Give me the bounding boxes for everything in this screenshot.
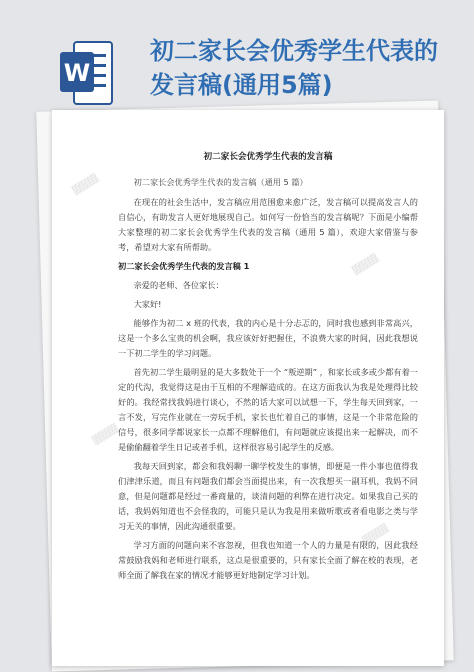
document-subtitle: 初二家长会优秀学生代表的发言稿（通用 5 篇） <box>133 177 308 187</box>
watermark: ▒▒▒▒ <box>91 423 121 447</box>
greeting: 亲爱的老师、各位家长： <box>133 280 224 290</box>
watermark: ▒▒▒▒ <box>351 253 381 277</box>
document-body <box>118 150 418 587</box>
body-paragraph: 学习方面的问题向来不容忽视，但我也知道一个人的力量是有限的，因此我经常鼓励我妈和老师进行联系，这点是很重要的，只有家长全面了解在校的表现，老师全面了解我在家的情况才能够更好地制定学习计划。 <box>118 540 418 580</box>
section-heading: 初二家长会优秀学生代表的发言稿 1 <box>118 261 250 271</box>
watermark: ▒▒▒▒ <box>361 523 391 547</box>
body-paragraph: 首先初二学生最明显的是大多数处于一个 “叛逆期” ，和家长或多或少都有着一定的代沟，我觉得这是由于互相的不理解造成的。在这方面我认为我是处理得比较好的。我经常找我妈进行谈心，不然的话大家可以试想一下，学生每天回到家，一言不发，写完作业就在一旁玩手机，家长也忙着自己的事情，这是一个非常危险的信号，很多同学都说家长一点都不理解他们，有问题就应该提出来一起解决，而不是偷偷翻着学生日记或者手机，这样很容易引起学生的反感。 <box>118 367 418 452</box>
page-title: 初二家长会优秀学生代表的发言稿(通用5篇) <box>150 37 438 99</box>
hello-line: 大家好! <box>133 299 162 309</box>
body-paragraph: 我每天回到家，都会和我妈聊一聊学校发生的事情，即便是一件小事也值得我们津津乐道，而且有问题我们都会当面提出来，有一次我想买一副耳机，我妈不同意，但是问题都是经过一番商量的，谈清问题的利弊在进行决定。如果我自己买的话，我妈妈知道也不会怪我的，可能只是认为我是用来做听歌或者看电影之类与学习无关的事情，因此沟通很重要。 <box>118 461 418 531</box>
watermark: ▒▒▒▒ <box>71 173 101 197</box>
intro-paragraph: 在现在的社会生活中，发言稿应用范围愈来愈广泛，发言稿可以提高发言人的自信心，有助发言人更好地展现自己。如何写一份恰当的发言稿呢？下面是小编帮大家整理的初二家长会优秀学生代表的发言稿（通用 5 篇），欢迎大家借鉴与参考，希望对大家有所帮助。 <box>118 197 418 252</box>
document-page <box>52 110 444 666</box>
document-title: 初二家长会优秀学生代表的发言稿 <box>203 152 333 162</box>
body-paragraph: 能够作为初二 x 班的代表，我的内心是十分忐忑的，同时我也感到非常高兴，这是一个多么宝贵的机会啊，我应该好好把握住，不浪费大家的时间，因此我想说一下初二学生的学习问题。 <box>118 318 418 358</box>
page-header <box>0 0 474 112</box>
word-icon-letter: W <box>63 59 91 87</box>
word-doc-icon <box>60 40 114 106</box>
